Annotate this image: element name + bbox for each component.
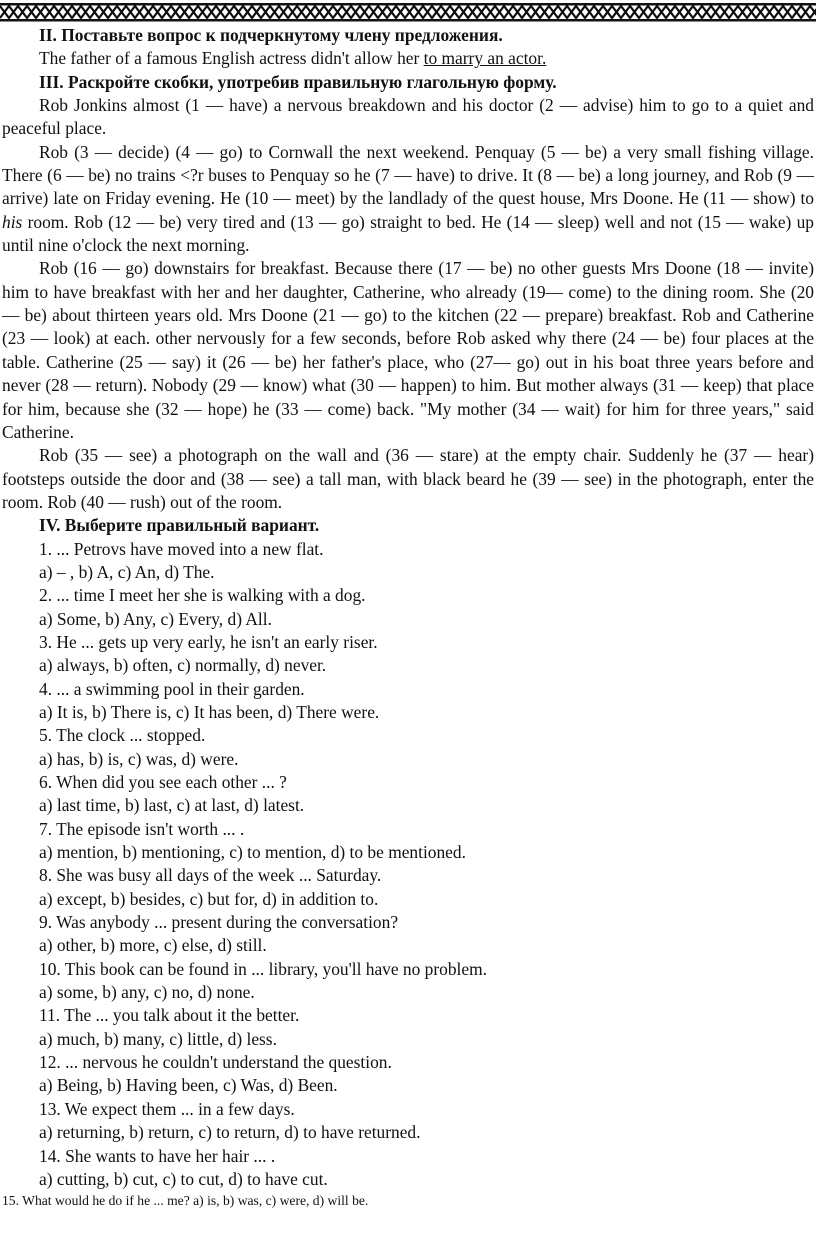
answer-options-3: a) always, b) often, c) normally, d) never. (39, 655, 327, 676)
section-3-paragraph-2 (2, 141, 814, 258)
decorative-border (0, 0, 816, 26)
question-9: 9. Was anybody ... present during the conversation? (39, 912, 399, 933)
answer-options-13: a) returning, b) return, c) to return, d) to have returned. (39, 1122, 421, 1143)
answer-options-4: a) It is, b) There is, c) It has been, d) There were. (39, 701, 380, 722)
question-8: 8. She was busy all days of the week ... Saturday. (39, 865, 382, 886)
answer-options-2: a) Some, b) Any, c) Every, d) All. (39, 608, 272, 629)
question-14: 14. She wants to have her hair ... . (39, 1145, 276, 1166)
underlined-phrase: to marry an actor. (423, 48, 547, 69)
section-2-sentence (2, 47, 814, 70)
question-3: 3. He ... gets up very early, he isn't an early riser. (39, 631, 378, 652)
answer-options-9: a) other, b) more, c) else, d) still. (39, 935, 267, 956)
question-4: 4. ... a swimming pool in their garden. (39, 678, 305, 699)
question-1: 1. ... Petrovs have moved into a new flat. (39, 538, 324, 559)
section-3-paragraph-4: Rob (35 — see) a photograph on the wall and (36 — stare) at the empty chair. Suddenly he (37 — hear) footsteps outside the door and (38 — see) a tall man, with black beard he (39 — see) in the photograph, enter the room. Rob (40 — rush) out of the room. (2, 445, 814, 512)
section-2-heading: II. Поставьте вопрос к подчеркнутому члену предложения. (39, 25, 503, 45)
answer-options-5: a) has, b) is, c) was, d) were. (39, 748, 239, 769)
question-15-line: 15. What would he do if he ... me? a) is, b) was, c) were, d) will be. (2, 1193, 369, 1209)
question-13: 13. We expect them ... in a few days. (39, 1098, 295, 1119)
section-3-paragraph-1: Rob Jonkins almost (1 — have) a nervous breakdown and his doctor (2 — advise) him to go to a quiet and peaceful place. (2, 95, 814, 139)
paragraph-2-part-a: Rob (3 — decide) (4 — go) to Cornwall the next weekend. Penquay (5 — be) a very small fishing village. There (6 — be) no trains <?r buses to Penquay so he (7 — have) to drive. It (8 — be) a long journey, and Rob (9 — arrive) late on Friday evening. He (10 — meet) by the landlady of the quest house, Mrs Doone. He (11 — show) to (2, 141, 814, 209)
answer-options-8: a) except, b) besides, c) but for, d) in addition to. (39, 888, 379, 909)
question-7: 7. The episode isn't worth ... . (39, 818, 245, 839)
worksheet-document (2, 24, 814, 1210)
answer-options-6: a) last time, b) last, c) at last, d) latest. (39, 795, 305, 816)
answer-options-14: a) cutting, b) cut, c) to cut, d) to have cut. (39, 1168, 328, 1189)
answer-options-7: a) mention, b) mentioning, c) to mention, d) to be mentioned. (39, 842, 466, 863)
question-11: 11. The ... you talk about it the better. (39, 1005, 300, 1026)
sentence-plain: The father of a famous English actress didn't allow her (39, 48, 424, 69)
answer-options-12: a) Being, b) Having been, c) Was, d) Been. (39, 1075, 338, 1096)
question-12: 12. ... nervous he couldn't understand the question. (39, 1052, 392, 1073)
question-5: 5. The clock ... stopped. (39, 725, 206, 746)
question-10: 10. This book can be found in ... library, you'll have no problem. (39, 958, 487, 979)
paragraph-2-part-b: room. Rob (12 — be) very tired and (13 — go) straight to bed. He (14 — sleep) well and not (15 — wake) up until nine o'clock the next morning. (2, 211, 814, 256)
section-3-heading: III. Раскройте скобки, употребив правильную глагольную форму. (39, 71, 557, 92)
question-6: 6. When did you see each other ... ? (39, 772, 287, 792)
section-4-heading: IV. Выберите правильный вариант. (39, 515, 320, 536)
answer-options-11: a) much, b) many, c) little, d) less. (39, 1028, 277, 1049)
answer-options-10: a) some, b) any, c) no, d) none. (39, 982, 255, 1003)
answer-options-1: a) – , b) A, c) An, d) The. (39, 561, 215, 582)
question-2: 2. ... time I meet her she is walking with a dog. (39, 585, 366, 606)
italic-word: his (2, 211, 23, 232)
section-3-paragraph-3: Rob (16 — go) downstairs for breakfast. Because there (17 — be) no other guests Mrs Doone (18 — invite) him to have breakfast with her and her daughter, Catherine, who already (19— come) to the dining room. She (20 — be) about thirteen years old. Mrs Doone (21 — go) to the kitchen (22 — prepare) breakfast. Rob and Catherine (23 — look) at each. other nervously for a few seconds, before Rob asked why there (24 — be) four places at the table. Catherine (25 — say) it (26 — be) her father's place, who (27— go) out in his boat three years before and never (28 — return). Nobody (29 — know) what (30 — happen) to him. But mother always (31 — keep) that place for him, because she (32 — hope) he (33 — come) back. "My mother (34 — wait) for him for three years," said Catherine. (2, 258, 814, 442)
